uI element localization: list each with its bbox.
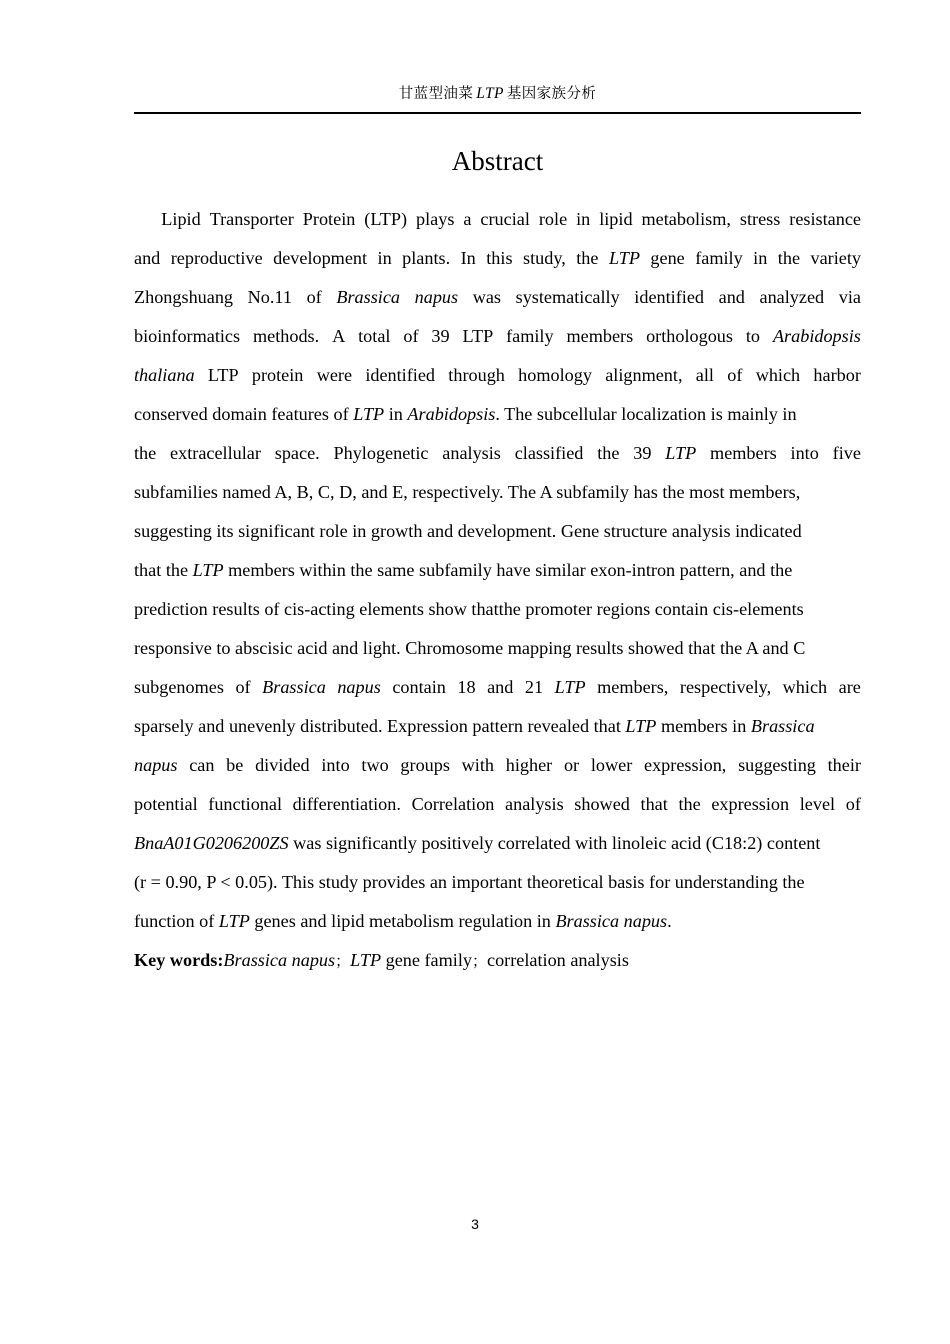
- abstract-text-run: members in: [656, 716, 751, 736]
- abstract-word: family: [506, 326, 554, 346]
- abstract-word: through: [448, 365, 505, 385]
- abstract-word: of: [727, 365, 743, 385]
- header-divider-rule: [134, 112, 861, 114]
- abstract-text-run: .: [667, 911, 672, 931]
- abstract-word: higher: [505, 755, 553, 775]
- abstract-word: (LTP): [364, 209, 408, 229]
- abstract-word: potential: [134, 794, 198, 814]
- abstract-word: the: [134, 443, 157, 463]
- abstract-word: the: [678, 794, 701, 814]
- abstract-word: of: [845, 794, 861, 814]
- abstract-text-run: in: [384, 404, 408, 424]
- abstract-text-run: suggesting its significant role in growth and development. Gene structure analysis indicated: [134, 521, 802, 541]
- abstract-word: which: [782, 677, 828, 697]
- abstract-word: Lipid: [134, 209, 201, 229]
- abstract-line: [134, 785, 861, 824]
- abstract-word: all: [695, 365, 714, 385]
- abstract-word: LTP: [665, 443, 697, 463]
- abstract-word: Protein: [302, 209, 356, 229]
- abstract-word: or: [563, 755, 580, 775]
- abstract-word: in: [576, 209, 591, 229]
- page-title: Abstract: [451, 146, 544, 176]
- abstract-word: A: [332, 326, 346, 346]
- abstract-word: identified: [634, 287, 704, 307]
- keyword-term: Brassica napus: [223, 950, 336, 970]
- abstract-italic-run: Brassica napus: [555, 911, 668, 931]
- abstract-word: to: [745, 326, 761, 346]
- abstract-word: LTP: [462, 326, 494, 346]
- abstract-italic-run: BnaA01G0206200ZS: [134, 833, 289, 853]
- abstract-word: analysis: [442, 443, 501, 463]
- abstract-word: level: [799, 794, 836, 814]
- abstract-word: protein: [251, 365, 304, 385]
- abstract-word: their: [827, 755, 861, 775]
- abstract-word: LTP: [608, 248, 640, 268]
- abstract-word: and: [134, 248, 161, 268]
- abstract-word: functional: [208, 794, 283, 814]
- abstract-word: Arabidopsis: [772, 326, 861, 346]
- keyword-term: correlation analysis: [487, 950, 629, 970]
- abstract-word: Zhongshuang: [134, 287, 234, 307]
- abstract-word: members: [566, 326, 634, 346]
- abstract-word: Phylogenetic: [333, 443, 429, 463]
- abstract-word: and: [718, 287, 745, 307]
- abstract-word: harbor: [813, 365, 861, 385]
- abstract-word: role: [538, 209, 568, 229]
- abstract-word: Correlation: [411, 794, 495, 814]
- abstract-word: napus: [337, 677, 381, 697]
- abstract-text-run: conserved domain features of: [134, 404, 354, 424]
- abstract-line: [134, 902, 861, 941]
- abstract-word: this: [486, 248, 513, 268]
- abstract-word: were: [316, 365, 353, 385]
- abstract-word: No.11: [247, 287, 292, 307]
- abstract-line: [134, 551, 861, 590]
- abstract-word: homology: [518, 365, 592, 385]
- abstract-word: Brassica: [262, 677, 326, 697]
- keywords-label: Key words:: [134, 950, 224, 970]
- abstract-text-run: subfamilies named A, B, C, D, and E, respectively. The A subfamily has the most members,: [134, 482, 801, 502]
- abstract-word: methods.: [252, 326, 320, 346]
- abstract-word: lipid: [599, 209, 633, 229]
- abstract-word: of: [306, 287, 322, 307]
- abstract-italic-run: LTP: [218, 911, 250, 931]
- keyword-separator: ；: [471, 952, 487, 970]
- abstract-word: identified: [365, 365, 436, 385]
- abstract-word: plays: [416, 209, 455, 229]
- abstract-word: variety: [810, 248, 861, 268]
- keyword-separator: ；: [335, 952, 351, 970]
- abstract-word: lower: [590, 755, 633, 775]
- abstract-word: 39: [633, 443, 652, 463]
- abstract-text-run: members within the same subfamily have similar exon-intron pattern, and the: [223, 560, 793, 580]
- abstract-word: crucial: [480, 209, 530, 229]
- abstract-word: classified: [514, 443, 584, 463]
- abstract-word: family: [695, 248, 743, 268]
- abstract-word: two: [361, 755, 389, 775]
- running-header-chinese-suffix: 基因家族分析: [506, 86, 597, 102]
- abstract-word: study,: [523, 248, 566, 268]
- abstract-word: are: [838, 677, 861, 697]
- abstract-word: can: [189, 755, 215, 775]
- abstract-word: which: [755, 365, 801, 385]
- running-header-gene-term: LTP: [476, 85, 504, 102]
- abstract-line: [134, 317, 861, 356]
- abstract-body: [134, 200, 861, 980]
- abstract-line: [134, 473, 861, 512]
- abstract-line: [134, 629, 861, 668]
- abstract-line: [134, 200, 861, 239]
- abstract-word: contain: [392, 677, 446, 697]
- abstract-word: in: [753, 248, 768, 268]
- abstract-word: suggesting: [738, 755, 816, 775]
- abstract-word: resistance: [789, 209, 861, 229]
- abstract-italic-run: Arabidopsis: [407, 404, 496, 424]
- abstract-word: and: [487, 677, 514, 697]
- abstract-text-run: (r = 0.90, P < 0.05). This study provides an important theoretical basis for understanding the: [134, 872, 805, 892]
- abstract-text-run: . The subcellular localization is mainly in: [495, 404, 797, 424]
- abstract-word: expression: [711, 794, 790, 814]
- abstract-word: of: [235, 677, 251, 697]
- abstract-word: gene: [650, 248, 685, 268]
- abstract-line: [134, 239, 861, 278]
- abstract-line: [134, 863, 861, 902]
- abstract-italic-run: Brassica: [750, 716, 815, 736]
- abstract-word: extracellular: [170, 443, 261, 463]
- keyword-term-suffix: gene family: [381, 950, 472, 970]
- abstract-word: 18: [457, 677, 476, 697]
- abstract-text-run: prediction results of cis-acting elements show thatthe promoter regions contain cis-elements: [134, 599, 804, 619]
- abstract-text-run: responsive to abscisic acid and light. Chromosome mapping results showed that the A and C: [134, 638, 806, 658]
- abstract-word: divided: [255, 755, 310, 775]
- abstract-word: LTP: [554, 677, 586, 697]
- abstract-word: respectively,: [679, 677, 772, 697]
- abstract-word: be: [226, 755, 244, 775]
- abstract-word: was: [472, 287, 501, 307]
- abstract-line: [134, 668, 861, 707]
- abstract-word: members: [710, 443, 777, 463]
- abstract-text-run: genes and lipid metabolism regulation in: [249, 911, 556, 931]
- abstract-word: Transporter: [209, 209, 294, 229]
- abstract-line: [134, 746, 861, 785]
- abstract-line: [134, 434, 861, 473]
- abstract-word: the: [777, 248, 801, 268]
- abstract-word: with: [461, 755, 495, 775]
- running-header: [134, 84, 861, 104]
- abstract-word: via: [838, 287, 861, 307]
- abstract-word: alignment,: [605, 365, 683, 385]
- abstract-line: [134, 356, 861, 395]
- abstract-word: systematically: [515, 287, 620, 307]
- abstract-word: thaliana: [134, 365, 195, 385]
- abstract-line: [134, 278, 861, 317]
- abstract-word: Brassica: [336, 287, 400, 307]
- page-number: 3: [471, 1216, 479, 1232]
- abstract-word: napus: [414, 287, 459, 307]
- abstract-word: five: [832, 443, 861, 463]
- abstract-word: space.: [274, 443, 320, 463]
- abstract-italic-run: LTP: [353, 404, 385, 424]
- abstract-italic-run: LTP: [625, 716, 657, 736]
- abstract-word: showed: [574, 794, 630, 814]
- abstract-word: into: [321, 755, 350, 775]
- abstract-word: expression,: [644, 755, 727, 775]
- abstract-word: subgenomes: [134, 677, 224, 697]
- abstract-line: [134, 590, 861, 629]
- abstract-word: analyzed: [759, 287, 825, 307]
- running-header-chinese-prefix: 甘蓝型油菜: [398, 86, 474, 102]
- keyword-term: LTP: [350, 950, 382, 970]
- abstract-word: the: [597, 443, 620, 463]
- abstract-line: [134, 824, 861, 863]
- abstract-word: LTP: [207, 365, 239, 385]
- abstract-word: stress: [739, 209, 781, 229]
- abstract-word: that: [640, 794, 668, 814]
- abstract-word: into: [790, 443, 819, 463]
- abstract-word: In: [460, 248, 476, 268]
- keywords-line: [134, 941, 861, 980]
- abstract-word: the: [576, 248, 599, 268]
- abstract-text-run: was significantly positively correlated with linoleic acid (C18:2) content: [288, 833, 821, 853]
- abstract-text-run: function of: [134, 911, 219, 931]
- abstract-word: in: [377, 248, 392, 268]
- abstract-word: analysis: [505, 794, 564, 814]
- abstract-word: groups: [400, 755, 450, 775]
- abstract-word: metabolism,: [641, 209, 731, 229]
- abstract-word: development: [273, 248, 368, 268]
- abstract-word: plants.: [402, 248, 451, 268]
- abstract-word: napus: [134, 755, 178, 775]
- abstract-word: total: [358, 326, 391, 346]
- abstract-text-run: sparsely and unevenly distributed. Expression pattern revealed that: [134, 716, 626, 736]
- abstract-line: [134, 395, 861, 434]
- abstract-word: of: [403, 326, 419, 346]
- abstract-italic-run: LTP: [192, 560, 224, 580]
- abstract-word: orthologous: [646, 326, 733, 346]
- abstract-word: differentiation.: [292, 794, 401, 814]
- abstract-word: members,: [597, 677, 669, 697]
- abstract-word: a: [463, 209, 472, 229]
- abstract-word: 21: [524, 677, 544, 697]
- abstract-word: 39: [431, 326, 450, 346]
- abstract-word: bioinformatics: [134, 326, 241, 346]
- abstract-word: reproductive: [170, 248, 263, 268]
- abstract-text-run: that the: [134, 560, 193, 580]
- abstract-line: [134, 512, 861, 551]
- abstract-line: [134, 707, 861, 746]
